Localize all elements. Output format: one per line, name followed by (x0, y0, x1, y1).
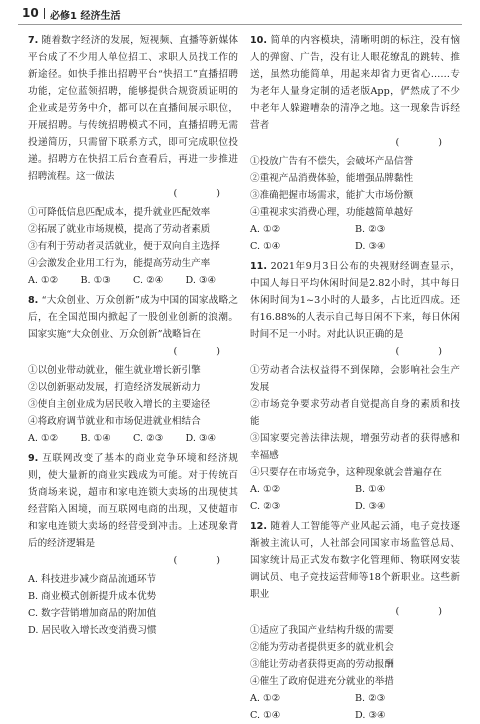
question-12 (250, 518, 460, 724)
question-number: 12. (250, 521, 267, 532)
question-11 (250, 258, 460, 515)
question-number: 11. (250, 261, 267, 272)
question-stem: 2021年9月3日公布的央视财经调查显示，中国人每日平均休闲时间是2.82小时，其中每日休闲时间为1~3小时的人最多，占比近四成。还有16.88%的人表示自己每日闲不下来，每日休闲时间不足一小时。对此认识正确的是 (250, 261, 460, 340)
option: ②拓展了就业市场规模，提高了劳动者素质 (28, 224, 211, 235)
option: ④重视求实消费心理，功能越简单越好 (250, 207, 414, 218)
choice-c: C. ②③ (250, 501, 281, 512)
option: ②重视产品消费体验，能增强品牌黏性 (250, 173, 414, 184)
right-column (250, 32, 460, 724)
choice-row (250, 690, 460, 707)
option: ②以创新驱动发展，打造经济发展新动力 (28, 382, 201, 393)
question-number: 7. (28, 35, 39, 46)
option: A. 科技进步减少商品流通环节 (28, 574, 157, 585)
question-number: 9. (28, 453, 39, 464)
option: ③有利于劳动者灵活就业，便于双向自主选择 (28, 241, 220, 252)
choice-b: B. ②③ (355, 693, 386, 704)
option: ①可降低信息匹配成本，提升就业匹配效率 (28, 207, 211, 218)
option: D. 居民收入增长改变消费习惯 (28, 625, 157, 636)
choice-row (28, 272, 238, 289)
page-number: 10 (22, 6, 39, 20)
choice-c: C. ②③ (133, 433, 164, 444)
option: ①投放广告有不偿失，会破坏产品信誉 (250, 156, 414, 167)
option: ③使自主创业成为居民收入增长的主要途径 (28, 399, 211, 410)
option: B. 商业模式创新提升成本优势 (28, 591, 157, 602)
question-stem: 随着数字经济的发展，短视频、直播等新媒体平台成了不少用人单位招工、求职人员找工作的新途径。如快手推出招聘平台“快招工”直播招聘功能，定位蓝领招聘，能够提供合规资质证明的企业或是劳务中介，都可以在直播间展示职位，开展招聘。与传统招聘模式不同，直播招聘无需投递简历，只需留下联系方式，即可完成职位投递。招聘方在快招工后台查看后，再进一步推进招聘流程。这一做法 (28, 35, 238, 182)
choice-d: D. ③④ (355, 241, 386, 252)
choice-row (250, 481, 460, 498)
page-header (0, 0, 480, 26)
option: ③能让劳动者获得更高的劳动报酬 (250, 659, 394, 670)
question-8 (28, 292, 238, 447)
question-stem: “大众创业、万众创新”成为中国的国家战略之后，在全国范围内掀起了一股创业创新的浪潮。国家实施“大众创业、万众创新”战略旨在 (28, 295, 238, 340)
question-9 (28, 450, 238, 639)
option: ①以创业带动就业，催生就业增长新引擎 (28, 365, 201, 376)
choice-c: C. ①④ (250, 241, 281, 252)
choice-b: B. ①④ (80, 433, 111, 444)
answer-paren: ( ) (173, 555, 238, 566)
option: ④催生了政府促进充分就业的举措 (250, 676, 394, 687)
choice-c: C. ①④ (250, 710, 281, 721)
choice-a: A. ①② (250, 224, 281, 235)
header-separator (44, 8, 45, 19)
answer-paren: ( ) (173, 346, 238, 357)
question-7 (28, 32, 238, 289)
option: ②能为劳动者提供更多的就业机会 (250, 642, 394, 653)
option: ②市场竞争要求劳动者自觉提高自身的素质和技能 (250, 399, 460, 427)
question-number: 8. (28, 295, 39, 306)
choice-a: A. ①② (250, 484, 281, 495)
choice-row (28, 430, 238, 447)
choice-d: D. ③④ (355, 710, 386, 721)
book-title: 必修1 经济生活 (50, 11, 121, 22)
question-10 (250, 32, 460, 255)
choice-b: B. ①④ (355, 484, 386, 495)
header-rule (18, 24, 462, 25)
answer-paren: ( ) (395, 606, 460, 617)
choice-b: B. ②③ (355, 224, 386, 235)
choice-d: D. ③④ (355, 501, 386, 512)
choice-a: A. ①② (28, 433, 59, 444)
choice-c: C. ②④ (133, 275, 164, 286)
question-stem: 简单的内容模块，清晰明朗的标注，没有恼人的弹窗、广告，没有让人眼花缭乱的跳转、推送，虽然功能简单，用起来却省力更省心……专为老年人量身定制的适老版App，俨然成了不少中老年人躲避嘈杂的清净之地。这一现象告诉经营者 (250, 35, 460, 131)
choice-a: A. ①② (250, 693, 281, 704)
choice-b: B. ①③ (80, 275, 111, 286)
choice-row (250, 221, 460, 238)
choice-row (250, 238, 460, 255)
option: ①劳动者合法权益得不到保障，会影响社会生产发展 (250, 365, 460, 393)
left-column (28, 32, 238, 639)
option: ④会激发企业用工行为，能提高劳动生产率 (28, 258, 211, 269)
option: ③准确把握市场需求，能扩大市场份额 (250, 190, 414, 201)
choice-d: D. ③④ (185, 275, 217, 286)
answer-paren: ( ) (173, 188, 238, 199)
question-stem: 随着人工智能等产业风起云涌，电子竞技逐渐被主流认可，人社部会同国家市场监管总局、国家统计局正式发布数字化管理师、物联网安装调试员、电子竞技运营师等18个新职业。这些新职业 (250, 521, 460, 600)
question-number: 10. (250, 35, 267, 46)
question-stem: 互联网改变了基本的商业竞争环境和经济规则，使大量新的商业实践成为可能。对于传统百货商场来说，超市和家电连锁大卖场的出现使其经营陷入困境，而互联网电商的出现，又使超市和家电连锁大卖场的经营受到冲击。上述现象背后的经济逻辑是 (28, 453, 238, 549)
option: ①适应了我国产业结构升级的需要 (250, 625, 394, 636)
option: ④将政府调节就业和市场促进就业相结合 (28, 416, 201, 427)
option: ③国家要完善法律法规，增强劳动者的获得感和幸福感 (250, 433, 460, 461)
choice-d: D. ③④ (185, 433, 217, 444)
answer-paren: ( ) (395, 137, 460, 148)
option: ④只要存在市场竞争，这种现象就会普遍存在 (250, 467, 442, 478)
option: C. 数字营销增加商品的附加值 (28, 608, 157, 619)
choice-a: A. ①② (28, 275, 59, 286)
answer-paren: ( ) (395, 346, 460, 357)
choice-row (250, 498, 460, 515)
choice-row (250, 707, 460, 724)
